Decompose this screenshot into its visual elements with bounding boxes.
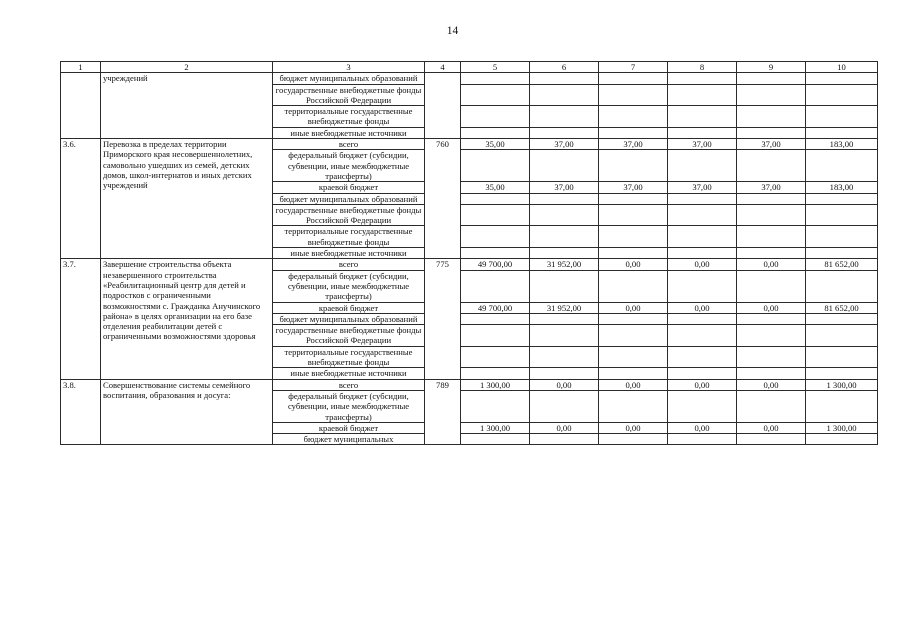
amount-cell: 37,00 (599, 182, 668, 193)
funding-source: иные внебюджетные источники (273, 248, 425, 259)
amount-cell (461, 226, 530, 248)
amount-cell (461, 368, 530, 379)
amount-cell (737, 84, 806, 106)
amount-cell: 37,00 (737, 182, 806, 193)
amount-cell: 0,00 (737, 259, 806, 270)
amount-cell (461, 270, 530, 302)
amount-cell (461, 248, 530, 259)
funding-source: федеральный бюджет (субсидии, субвенции, иные межбюджетные трансферты) (273, 150, 425, 182)
amount-cell (737, 368, 806, 379)
funding-source: всего (273, 139, 425, 150)
amount-cell (806, 270, 878, 302)
amount-cell (737, 248, 806, 259)
funding-source: бюджет муниципальных образований (273, 73, 425, 84)
amount-cell (461, 73, 530, 84)
amount-cell (668, 226, 737, 248)
funding-source: территориальные государственные внебюджетные фонды (273, 106, 425, 128)
amount-cell (737, 73, 806, 84)
funding-source: иные внебюджетные источники (273, 368, 425, 379)
amount-cell: 37,00 (668, 182, 737, 193)
amount-cell (737, 434, 806, 445)
amount-cell (530, 193, 599, 204)
amount-cell (461, 313, 530, 324)
amount-cell (668, 368, 737, 379)
funding-source: бюджет муниципальных (273, 434, 425, 445)
amount-cell (530, 106, 599, 128)
amount-cell (806, 226, 878, 248)
section-code: 760 (425, 139, 461, 259)
amount-cell (599, 313, 668, 324)
amount-cell (668, 325, 737, 347)
funding-source: всего (273, 379, 425, 390)
amount-cell (668, 248, 737, 259)
funding-source: государственные внебюджетные фонды Российской Федерации (273, 325, 425, 347)
amount-cell (599, 368, 668, 379)
column-number: 7 (599, 62, 668, 73)
funding-source: краевой бюджет (273, 182, 425, 193)
amount-cell: 0,00 (668, 259, 737, 270)
amount-cell (668, 106, 737, 128)
section-id: 3.8. (61, 379, 101, 445)
section-name: Завершение строительства объекта незавершенного строительства «Реабилитационный центр для детей и подростков с ограниченными возможностями с. Гражданка Анучинского района» в целях организации на его базе отделения реабилитации детей с ограниченными возможностями здоровья (101, 259, 273, 379)
header-row (61, 62, 878, 73)
amount-cell (530, 390, 599, 422)
amount-cell (737, 193, 806, 204)
section-name: учреждений (101, 73, 273, 139)
amount-cell: 0,00 (737, 302, 806, 313)
column-number: 5 (461, 62, 530, 73)
amount-cell (599, 127, 668, 138)
amount-cell (668, 73, 737, 84)
amount-cell (737, 270, 806, 302)
amount-cell (599, 346, 668, 368)
amount-cell: 1 300,00 (806, 379, 878, 390)
amount-cell (461, 127, 530, 138)
amount-cell: 81 652,00 (806, 259, 878, 270)
amount-cell (668, 127, 737, 138)
amount-cell (806, 204, 878, 226)
amount-cell (599, 434, 668, 445)
funding-source: государственные внебюджетные фонды Российской Федерации (273, 204, 425, 226)
page-number: 14 (446, 25, 459, 37)
amount-cell (806, 248, 878, 259)
amount-cell (668, 150, 737, 182)
funding-source: федеральный бюджет (субсидии, субвенции, иные межбюджетные трансферты) (273, 390, 425, 422)
column-number: 6 (530, 62, 599, 73)
amount-cell (737, 127, 806, 138)
amount-cell (668, 204, 737, 226)
section-name: Совершенствование системы семейного воспитания, образования и досуга: (101, 379, 273, 445)
amount-cell (806, 346, 878, 368)
column-number: 10 (806, 62, 878, 73)
funding-source: бюджет муниципальных образований (273, 193, 425, 204)
amount-cell: 37,00 (668, 139, 737, 150)
amount-cell (806, 73, 878, 84)
amount-cell: 37,00 (530, 182, 599, 193)
amount-cell (599, 73, 668, 84)
funding-source: краевой бюджет (273, 302, 425, 313)
amount-cell (530, 270, 599, 302)
amount-cell: 37,00 (737, 139, 806, 150)
amount-cell: 0,00 (530, 379, 599, 390)
amount-cell: 31 952,00 (530, 302, 599, 313)
amount-cell (806, 84, 878, 106)
amount-cell (737, 150, 806, 182)
amount-cell: 81 652,00 (806, 302, 878, 313)
amount-cell (461, 204, 530, 226)
funding-source: территориальные государственные внебюджетные фонды (273, 226, 425, 248)
amount-cell (806, 193, 878, 204)
amount-cell: 0,00 (668, 379, 737, 390)
budget-table (60, 61, 878, 445)
amount-cell (668, 84, 737, 106)
amount-cell (530, 84, 599, 106)
amount-cell: 0,00 (737, 379, 806, 390)
amount-cell (737, 226, 806, 248)
amount-cell (668, 193, 737, 204)
amount-cell: 0,00 (599, 379, 668, 390)
amount-cell: 35,00 (461, 182, 530, 193)
amount-cell: 183,00 (806, 182, 878, 193)
amount-cell: 183,00 (806, 139, 878, 150)
amount-cell (737, 313, 806, 324)
amount-cell (530, 150, 599, 182)
amount-cell (530, 313, 599, 324)
amount-cell (737, 390, 806, 422)
funding-source: всего (273, 259, 425, 270)
amount-cell (530, 346, 599, 368)
amount-cell (806, 313, 878, 324)
amount-cell (599, 150, 668, 182)
amount-cell (806, 390, 878, 422)
amount-cell (461, 390, 530, 422)
table-row (61, 259, 878, 270)
funding-source: государственные внебюджетные фонды Российской Федерации (273, 84, 425, 106)
amount-cell (599, 270, 668, 302)
amount-cell (806, 434, 878, 445)
amount-cell (530, 248, 599, 259)
amount-cell: 1 300,00 (461, 379, 530, 390)
column-number: 4 (425, 62, 461, 73)
amount-cell (461, 106, 530, 128)
amount-cell (668, 390, 737, 422)
amount-cell: 49 700,00 (461, 302, 530, 313)
amount-cell: 0,00 (599, 302, 668, 313)
amount-cell (806, 325, 878, 347)
section-code: 789 (425, 379, 461, 445)
amount-cell (737, 106, 806, 128)
amount-cell: 0,00 (599, 422, 668, 433)
amount-cell (530, 204, 599, 226)
section-id (61, 73, 101, 139)
amount-cell (530, 368, 599, 379)
amount-cell (461, 325, 530, 347)
table-row (61, 139, 878, 150)
column-number: 2 (101, 62, 273, 73)
amount-cell (530, 226, 599, 248)
amount-cell: 1 300,00 (461, 422, 530, 433)
amount-cell (668, 346, 737, 368)
amount-cell (737, 204, 806, 226)
amount-cell: 37,00 (530, 139, 599, 150)
funding-source: иные внебюджетные источники (273, 127, 425, 138)
amount-cell (668, 313, 737, 324)
amount-cell (530, 325, 599, 347)
amount-cell: 0,00 (599, 259, 668, 270)
amount-cell (806, 150, 878, 182)
amount-cell (530, 73, 599, 84)
section-id: 3.6. (61, 139, 101, 259)
column-number: 1 (61, 62, 101, 73)
amount-cell: 0,00 (668, 422, 737, 433)
amount-cell: 35,00 (461, 139, 530, 150)
amount-cell (668, 434, 737, 445)
column-number: 9 (737, 62, 806, 73)
amount-cell (599, 248, 668, 259)
amount-cell (461, 346, 530, 368)
amount-cell (461, 84, 530, 106)
amount-cell (599, 325, 668, 347)
amount-cell (599, 84, 668, 106)
amount-cell (599, 193, 668, 204)
funding-source: бюджет муниципальных образований (273, 313, 425, 324)
amount-cell: 31 952,00 (530, 259, 599, 270)
section-code: 775 (425, 259, 461, 379)
section-name: Перевозка в пределах территории Приморского края несовершеннолетних, самовольно ушедших из семей, детских домов, школ-интернатов и иных детских учреждений (101, 139, 273, 259)
amount-cell: 0,00 (668, 302, 737, 313)
amount-cell (668, 270, 737, 302)
amount-cell (599, 226, 668, 248)
amount-cell: 0,00 (737, 422, 806, 433)
amount-cell: 1 300,00 (806, 422, 878, 433)
amount-cell (806, 106, 878, 128)
amount-cell (461, 193, 530, 204)
section-id: 3.7. (61, 259, 101, 379)
amount-cell: 37,00 (599, 139, 668, 150)
amount-cell (599, 390, 668, 422)
amount-cell: 49 700,00 (461, 259, 530, 270)
table-row (61, 379, 878, 390)
table-row (61, 73, 878, 84)
section-code (425, 73, 461, 139)
column-number: 3 (273, 62, 425, 73)
amount-cell (461, 150, 530, 182)
funding-source: территориальные государственные внебюджетные фонды (273, 346, 425, 368)
amount-cell (806, 368, 878, 379)
column-number: 8 (668, 62, 737, 73)
amount-cell (530, 434, 599, 445)
funding-source: федеральный бюджет (субсидии, субвенции, иные межбюджетные трансферты) (273, 270, 425, 302)
amount-cell (599, 106, 668, 128)
amount-cell (599, 204, 668, 226)
amount-cell (530, 127, 599, 138)
amount-cell (737, 346, 806, 368)
amount-cell (737, 325, 806, 347)
amount-cell: 0,00 (530, 422, 599, 433)
amount-cell (461, 434, 530, 445)
amount-cell (806, 127, 878, 138)
funding-source: краевой бюджет (273, 422, 425, 433)
